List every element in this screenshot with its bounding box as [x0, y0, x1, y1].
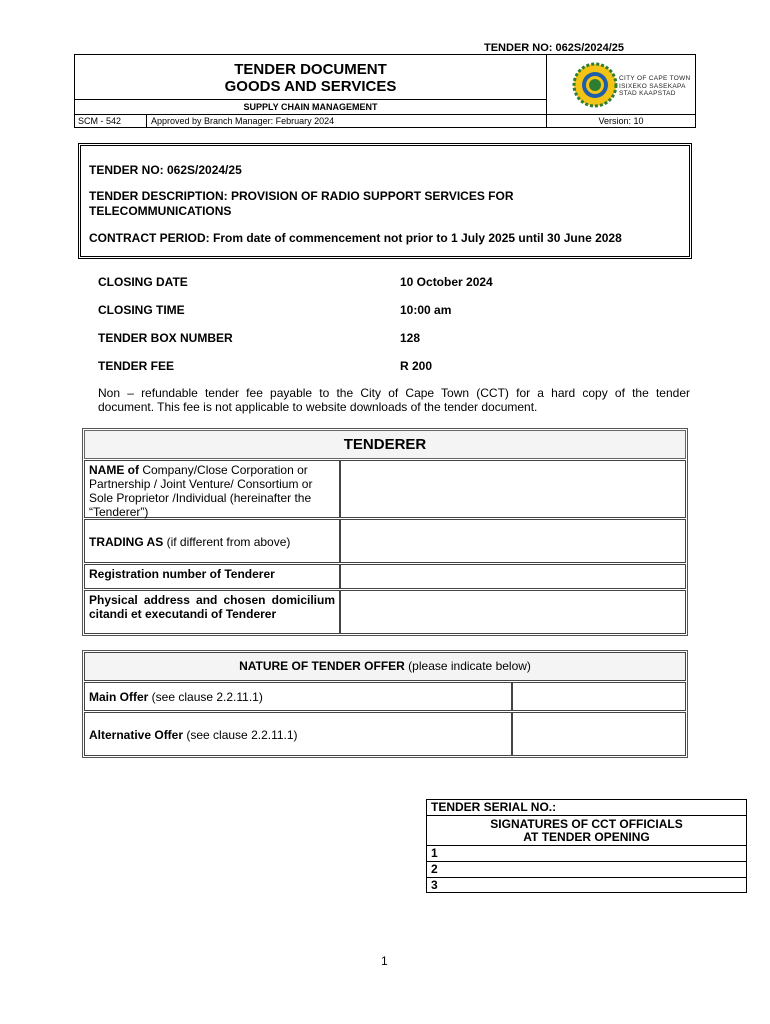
- signatures-line1: SIGNATURES OF CCT OFFICIALS: [490, 817, 683, 831]
- fee-note-line1: Non – refundable tender fee payable to the City of Cape Town (CCT) for a hard copy of the tender: [98, 386, 690, 400]
- address-field[interactable]: [340, 590, 686, 634]
- alternative-offer-label: [84, 712, 512, 756]
- registration-field[interactable]: [340, 564, 686, 589]
- tenderer-name-label: [84, 460, 340, 518]
- trading-rest: (if different from above): [163, 535, 291, 549]
- top-tender-number: TENDER NO: 062S/2024/25: [484, 42, 625, 54]
- main-offer-label: [84, 682, 512, 711]
- alt-offer-rest: (see clause 2.2.11.1): [183, 728, 298, 742]
- main-offer-bold: Main Offer: [89, 690, 149, 704]
- description-line1: TENDER DESCRIPTION: PROVISION OF RADIO SUPPORT SERVICES FOR: [89, 189, 514, 203]
- city-crest-icon: [571, 61, 623, 113]
- trading-bold: TRADING AS: [89, 535, 164, 549]
- description-tender-number: TENDER NO: 062S/2024/25: [89, 163, 242, 177]
- closing-date-label: CLOSING DATE: [98, 275, 188, 289]
- alt-offer-bold: Alternative Offer: [89, 728, 184, 742]
- main-offer-field[interactable]: [512, 682, 686, 711]
- signatures-heading: [427, 816, 746, 846]
- logo-line: STAD KAAPSTAD: [619, 90, 676, 97]
- nature-heading: [84, 652, 686, 681]
- tenderer-heading: TENDERER: [84, 430, 686, 459]
- header-title-line1: TENDER DOCUMENT: [234, 61, 387, 78]
- tender-serial-table: [426, 799, 747, 893]
- tenderer-name-field[interactable]: [340, 460, 686, 518]
- name-rest: Company/Close Corporation or Partnership / Joint Venture/ Consortium or Sole Proprietor /Individual (hereinafter the “Tenderer”): [89, 463, 313, 519]
- contract-period: CONTRACT PERIOD: From date of commencement not prior to 1 July 2025 until 30 June 2028: [89, 231, 622, 245]
- header-meta-row: [75, 114, 695, 128]
- form-code: SCM - 542: [75, 115, 147, 128]
- city-logo: [547, 55, 695, 114]
- description-line2: TELECOMMUNICATIONS: [89, 204, 232, 218]
- version-label: Version: 10: [598, 116, 644, 126]
- logo-line: CITY OF CAPE TOWN: [619, 75, 691, 82]
- closing-date-value: 10 October 2024: [400, 275, 493, 289]
- approval-note: Approved by Branch Manager: February 2024: [147, 115, 547, 128]
- signature-row[interactable]: 3: [431, 878, 438, 892]
- name-bold: NAME of: [89, 463, 139, 477]
- nature-heading-rest: (please indicate below): [404, 659, 531, 673]
- header-title-cell: [75, 55, 547, 99]
- signature-row[interactable]: 2: [427, 862, 746, 878]
- header-title-line2: GOODS AND SERVICES: [224, 78, 397, 95]
- tender-description-box: [78, 143, 692, 259]
- nature-of-offer-table: [82, 650, 688, 758]
- tender-box-label: TENDER BOX NUMBER: [98, 331, 233, 345]
- alternative-offer-field[interactable]: [512, 712, 686, 756]
- tenderer-table: [82, 428, 688, 636]
- tender-fee-value: R 200: [400, 359, 433, 373]
- closing-time-label: CLOSING TIME: [98, 303, 185, 317]
- closing-time-value: 10:00 am: [400, 303, 452, 317]
- trading-as-field[interactable]: [340, 519, 686, 563]
- document-header: [74, 54, 696, 128]
- nature-heading-bold: NATURE OF TENDER OFFER: [239, 659, 405, 673]
- header-department: SUPPLY CHAIN MANAGEMENT: [75, 99, 547, 114]
- page-number: 1: [381, 954, 388, 968]
- address-label: Physical address and chosen domicilium citandi et executandi of Tenderer: [84, 590, 340, 634]
- signature-row[interactable]: 1: [427, 846, 746, 862]
- trading-as-label: [84, 519, 340, 563]
- signatures-line2: AT TENDER OPENING: [523, 830, 650, 844]
- registration-label: Registration number of Tenderer: [84, 564, 340, 589]
- logo-line: ISIXEKO SASEKAPA: [619, 82, 686, 90]
- tender-fee-label: TENDER FEE: [98, 359, 175, 373]
- serial-title: TENDER SERIAL NO.:: [427, 800, 746, 816]
- fee-note-line2: document. This fee is not applicable to website downloads of the tender document.: [98, 400, 538, 414]
- tender-box-value: 128: [400, 331, 421, 345]
- main-offer-rest: (see clause 2.2.11.1): [148, 690, 263, 704]
- logo-text: [619, 75, 691, 98]
- fee-note: [98, 386, 690, 414]
